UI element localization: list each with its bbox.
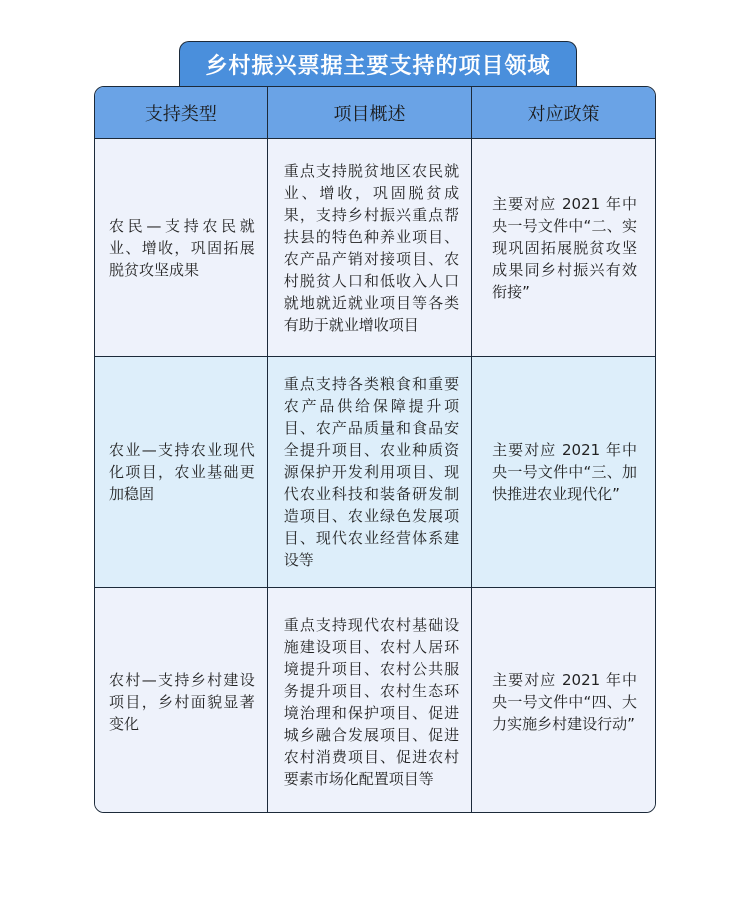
policy-table (94, 86, 656, 813)
cell-project-overview: 重点支持现代农村基础设施建设项目、农村人居环境提升项目、农村公共服务提升项目、农村生态环境治理和保护项目、促进城乡融合发展项目、促进农村消费项目、促进农村要素市场化配置项目等 (267, 588, 471, 814)
table-row-rural (95, 588, 655, 814)
table-header-row (95, 87, 655, 139)
cell-support-type: 农业—支持农业现代化项目，农业基础更加稳固 (95, 357, 267, 588)
cell-support-type: 农村—支持乡村建设项目，乡村面貌显著变化 (95, 588, 267, 814)
header-support-type: 支持类型 (95, 87, 267, 139)
table-row-farmers (95, 139, 655, 357)
header-policy: 对应政策 (472, 87, 655, 139)
table-title: 乡村振兴票据主要支持的项目领域 (179, 41, 577, 87)
header-project-overview: 项目概述 (267, 87, 471, 139)
table-row-agriculture (95, 357, 655, 588)
cell-policy: 主要对应 2021 年中央一号文件中“二、实现巩固拓展脱贫攻坚成果同乡村振兴有效衔接” (472, 139, 655, 357)
cell-project-overview: 重点支持各类粮食和重要农产品供给保障提升项目、农产品质量和食品安全提升项目、农业种质资源保护开发利用项目、现代农业科技和装备研发制造项目、农业绿色发展项目、现代农业经营体系建设等 (267, 357, 471, 588)
cell-policy: 主要对应 2021 年中央一号文件中“四、大力实施乡村建设行动” (472, 588, 655, 814)
cell-support-type: 农民—支持农民就业、增收，巩固拓展脱贫攻坚成果 (95, 139, 267, 357)
cell-project-overview: 重点支持脱贫地区农民就业、增收，巩固脱贫成果，支持乡村振兴重点帮扶县的特色种养业项目、农产品产销对接项目、农村脱贫人口和低收入人口就地就近就业项目等各类有助于就业增收项目 (267, 139, 471, 357)
cell-policy: 主要对应 2021 年中央一号文件中“三、加快推进农业现代化” (472, 357, 655, 588)
